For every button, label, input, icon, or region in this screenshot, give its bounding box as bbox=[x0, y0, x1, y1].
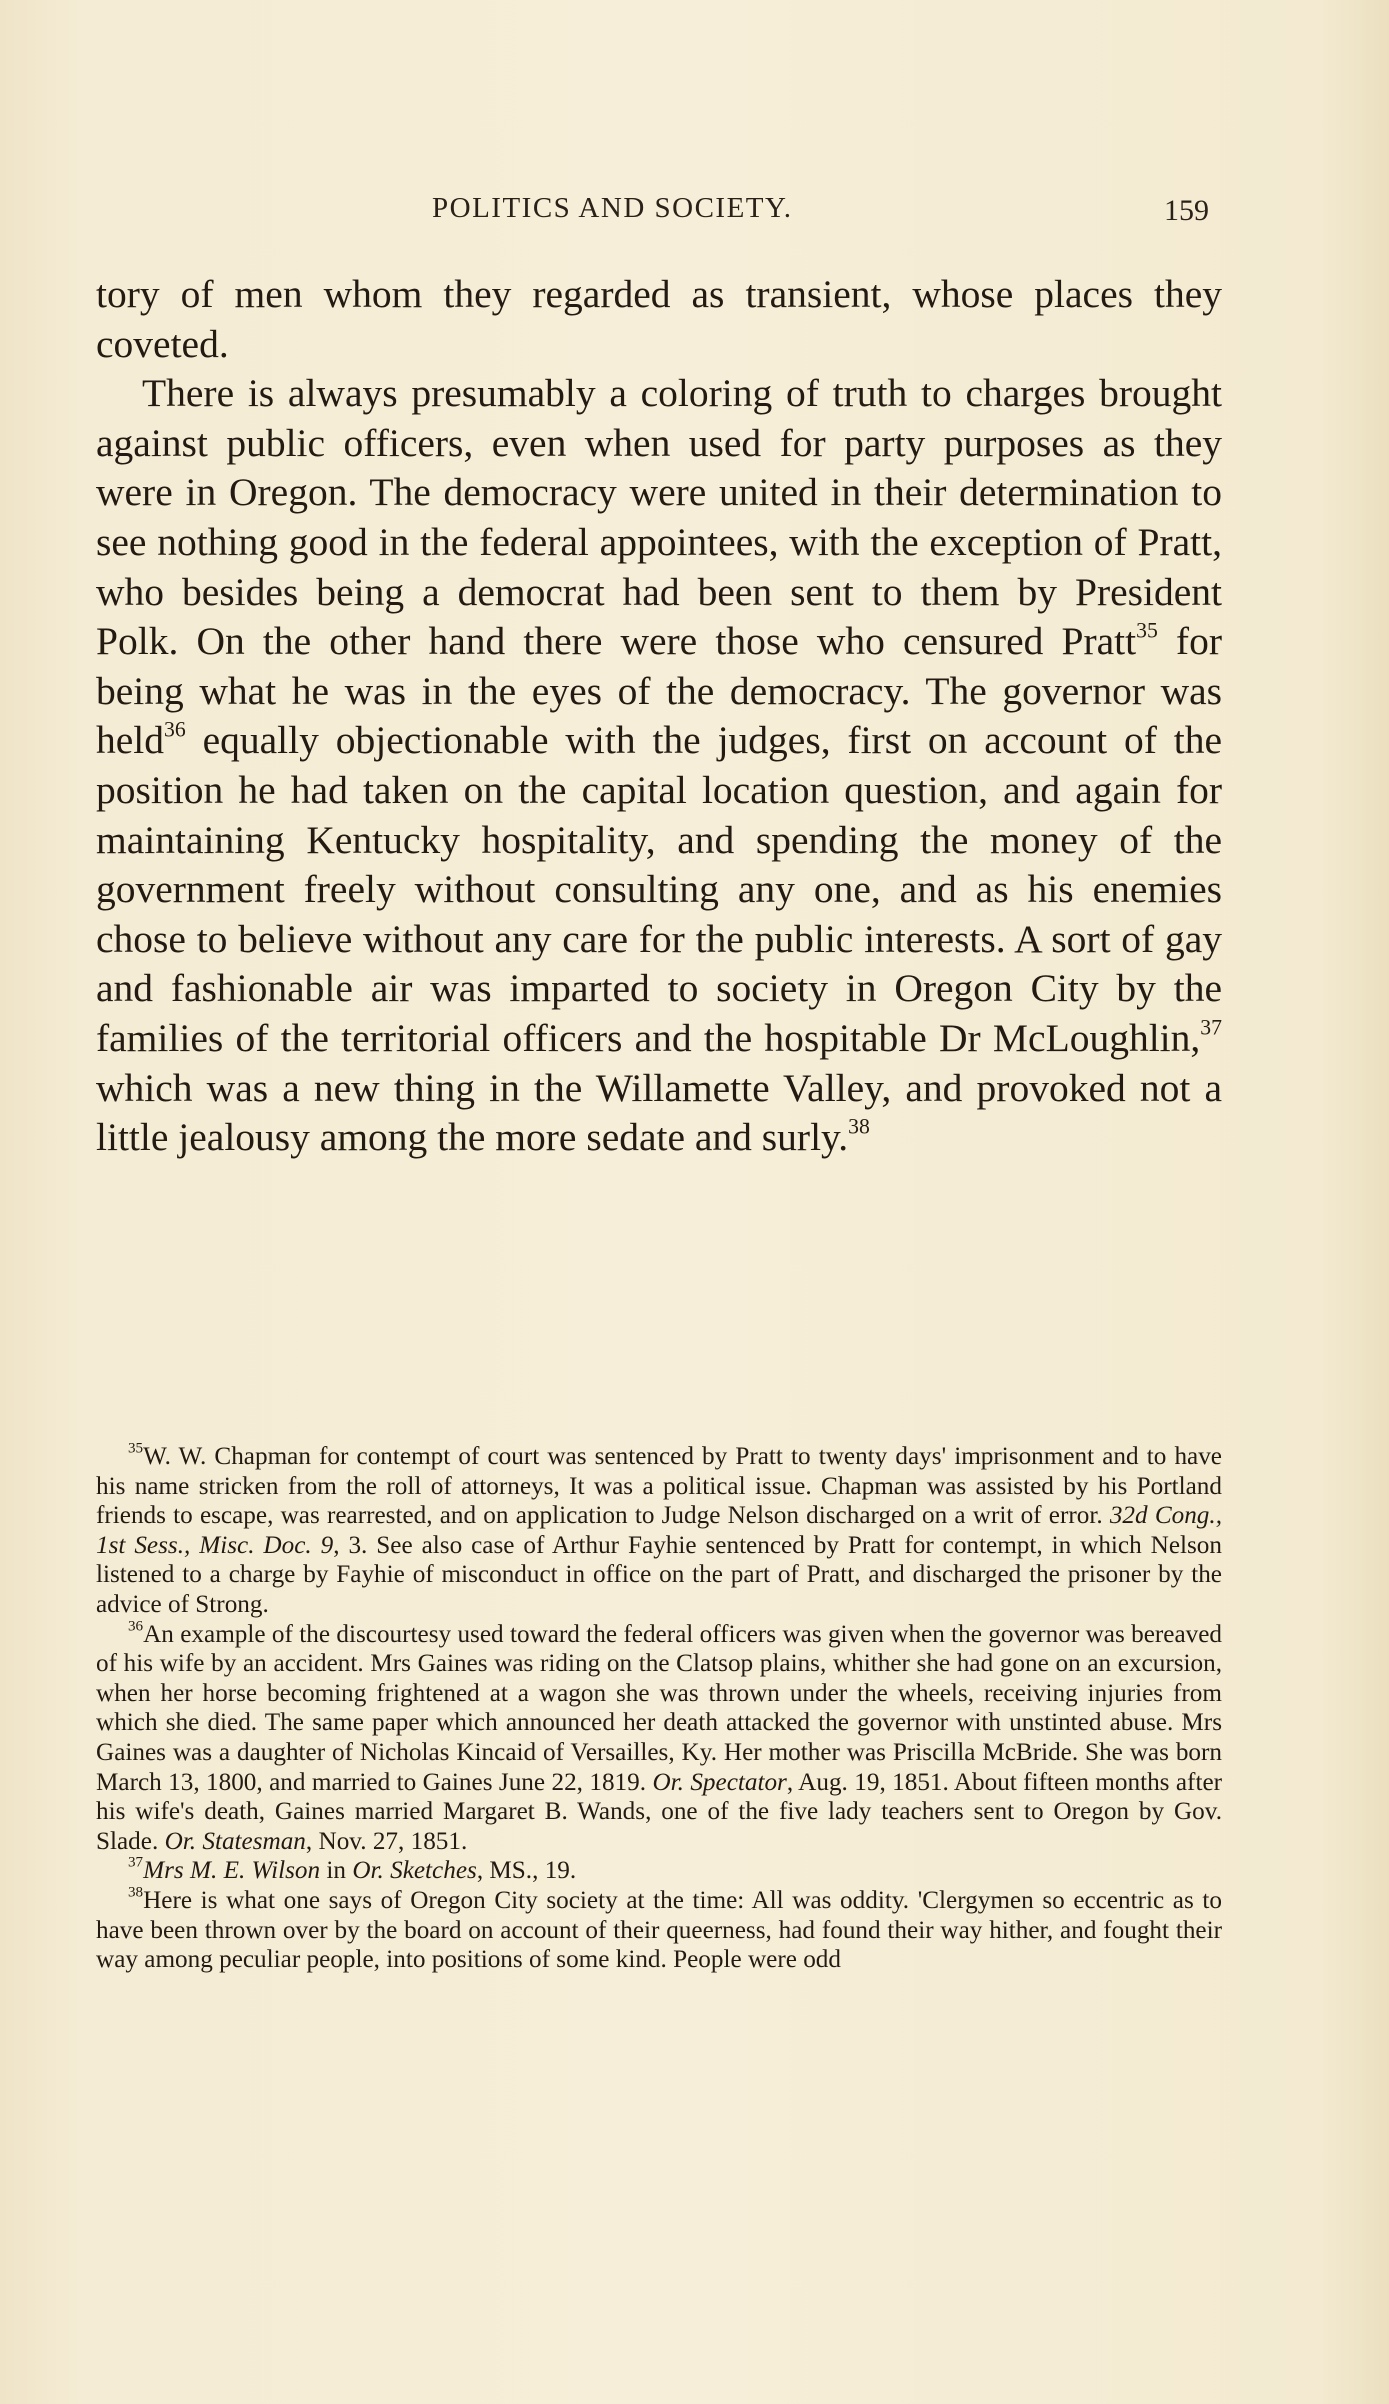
footnote-35 bbox=[96, 1442, 1222, 1620]
footnote-37 bbox=[96, 1856, 1222, 1886]
footnote-ref: 35 bbox=[1136, 618, 1158, 643]
footnote-ref: 36 bbox=[164, 718, 186, 743]
citation: 32d Cong., 1st Sess., Misc. Doc. 9 bbox=[96, 1502, 1222, 1559]
footnote-number: 38 bbox=[128, 1884, 144, 1901]
text-run: , MS., 19. bbox=[476, 1857, 577, 1885]
text-run: , Aug. 19, 1851. About fifteen months after his wife's death, Gaines married Margaret B. Wands, one of the five lady teachers sent to Oregon by Gov. Slade. bbox=[96, 1768, 1223, 1855]
paragraph bbox=[96, 369, 1222, 1163]
text-run: for being what he was in the eyes of the democracy. The governor was held bbox=[96, 619, 1222, 763]
text-run: Here is what one says of Oregon City society at the time: All was oddity. 'Clergymen so eccentric as to have been thrown over by the board on account of their queerness, had found their way hither, and fought their way among peculiar people, into positions of some kind. People were odd bbox=[96, 1886, 1222, 1974]
running-head: POLITICS AND SOCIETY. bbox=[432, 192, 793, 224]
paragraph: tory of men whom they regarded as transient, whose places they coveted. bbox=[96, 272, 1222, 366]
citation: Or. Statesman bbox=[164, 1827, 306, 1855]
page-number: 159 bbox=[1164, 194, 1209, 227]
footnote-ref: 37 bbox=[1200, 1015, 1222, 1040]
text-run: There is always presumably a coloring of truth to charges brought against public officers, even when used for party purposes as they were in Oregon. The democracy were united in their determination to see nothing good in the federal appointees, with the exception of Pratt, who besides being a democrat had been sent to them by President Polk. On the other hand there were those who censured Pratt bbox=[96, 371, 1222, 664]
text-run: equally objectionable with the judges, first on account of the position he had taken on the capital location question, and again for maintaining Kentucky hospitality, and spending the money of the government freely without consulting any one, and as his enemies chose to believe without any care for the public interests. A sort of gay and fashionable air was imparted to society in Oregon City by the families of the territorial officers and the hospitable Dr McLoughlin, bbox=[96, 718, 1222, 1060]
citation: Or. Spectator bbox=[652, 1768, 787, 1796]
citation: Or. Sketches bbox=[352, 1857, 477, 1885]
text-run: which was a new thing in the Willamette Valley, and provoked not a little jealousy among the more sedate and surly. bbox=[96, 1065, 1222, 1160]
page-header bbox=[0, 192, 1389, 232]
footnote-38 bbox=[96, 1886, 1222, 1975]
footnote-ref: 38 bbox=[848, 1114, 870, 1139]
footnotes bbox=[96, 1442, 1222, 1975]
text-run: , 3. See also case of Arthur Fayhie sentenced by Pratt for contempt, in which Nelson listened to a charge by Fayhie of misconduct in office on the part of Pratt, and discharged the prisoner by the advice of Strong. bbox=[96, 1531, 1222, 1618]
text-run: An example of the discourtesy used toward the federal officers was given when the governor was bereaved of his wife by an accident. Mrs Gaines was riding on the Clatsop plains, whither she had gone on an excursion, when her horse becoming frightened at a wagon she was thrown under the wheels, receiving injuries from which she died. The same paper which announced her death attacked the governor with unstinted abuse. Mrs Gaines was a daughter of Nicholas Kincaid of Versailles, Ky. Her mother was Priscilla McBride. She was born March 13, 1800, and married to Gaines June 22, 1819. bbox=[96, 1620, 1222, 1796]
citation: Mrs M. E. Wilson bbox=[143, 1857, 321, 1885]
text-run: in bbox=[320, 1857, 353, 1885]
footnote-number: 36 bbox=[128, 1618, 144, 1635]
main-text bbox=[96, 270, 1222, 1163]
footnote-36 bbox=[96, 1620, 1222, 1857]
text-run: , Nov. 27, 1851. bbox=[305, 1827, 468, 1855]
text-run: W. W. Chapman for contempt of court was sentenced by Pratt to twenty days' imprisonment and to have his name stricken from the roll of attorneys, It was a political issue. Chapman was assisted by his Portland friends to escape, was rearrested, and on application to Judge Nelson discharged on a writ of error. bbox=[96, 1443, 1222, 1530]
footnote-number: 37 bbox=[128, 1854, 144, 1871]
footnote-number: 35 bbox=[128, 1440, 144, 1457]
